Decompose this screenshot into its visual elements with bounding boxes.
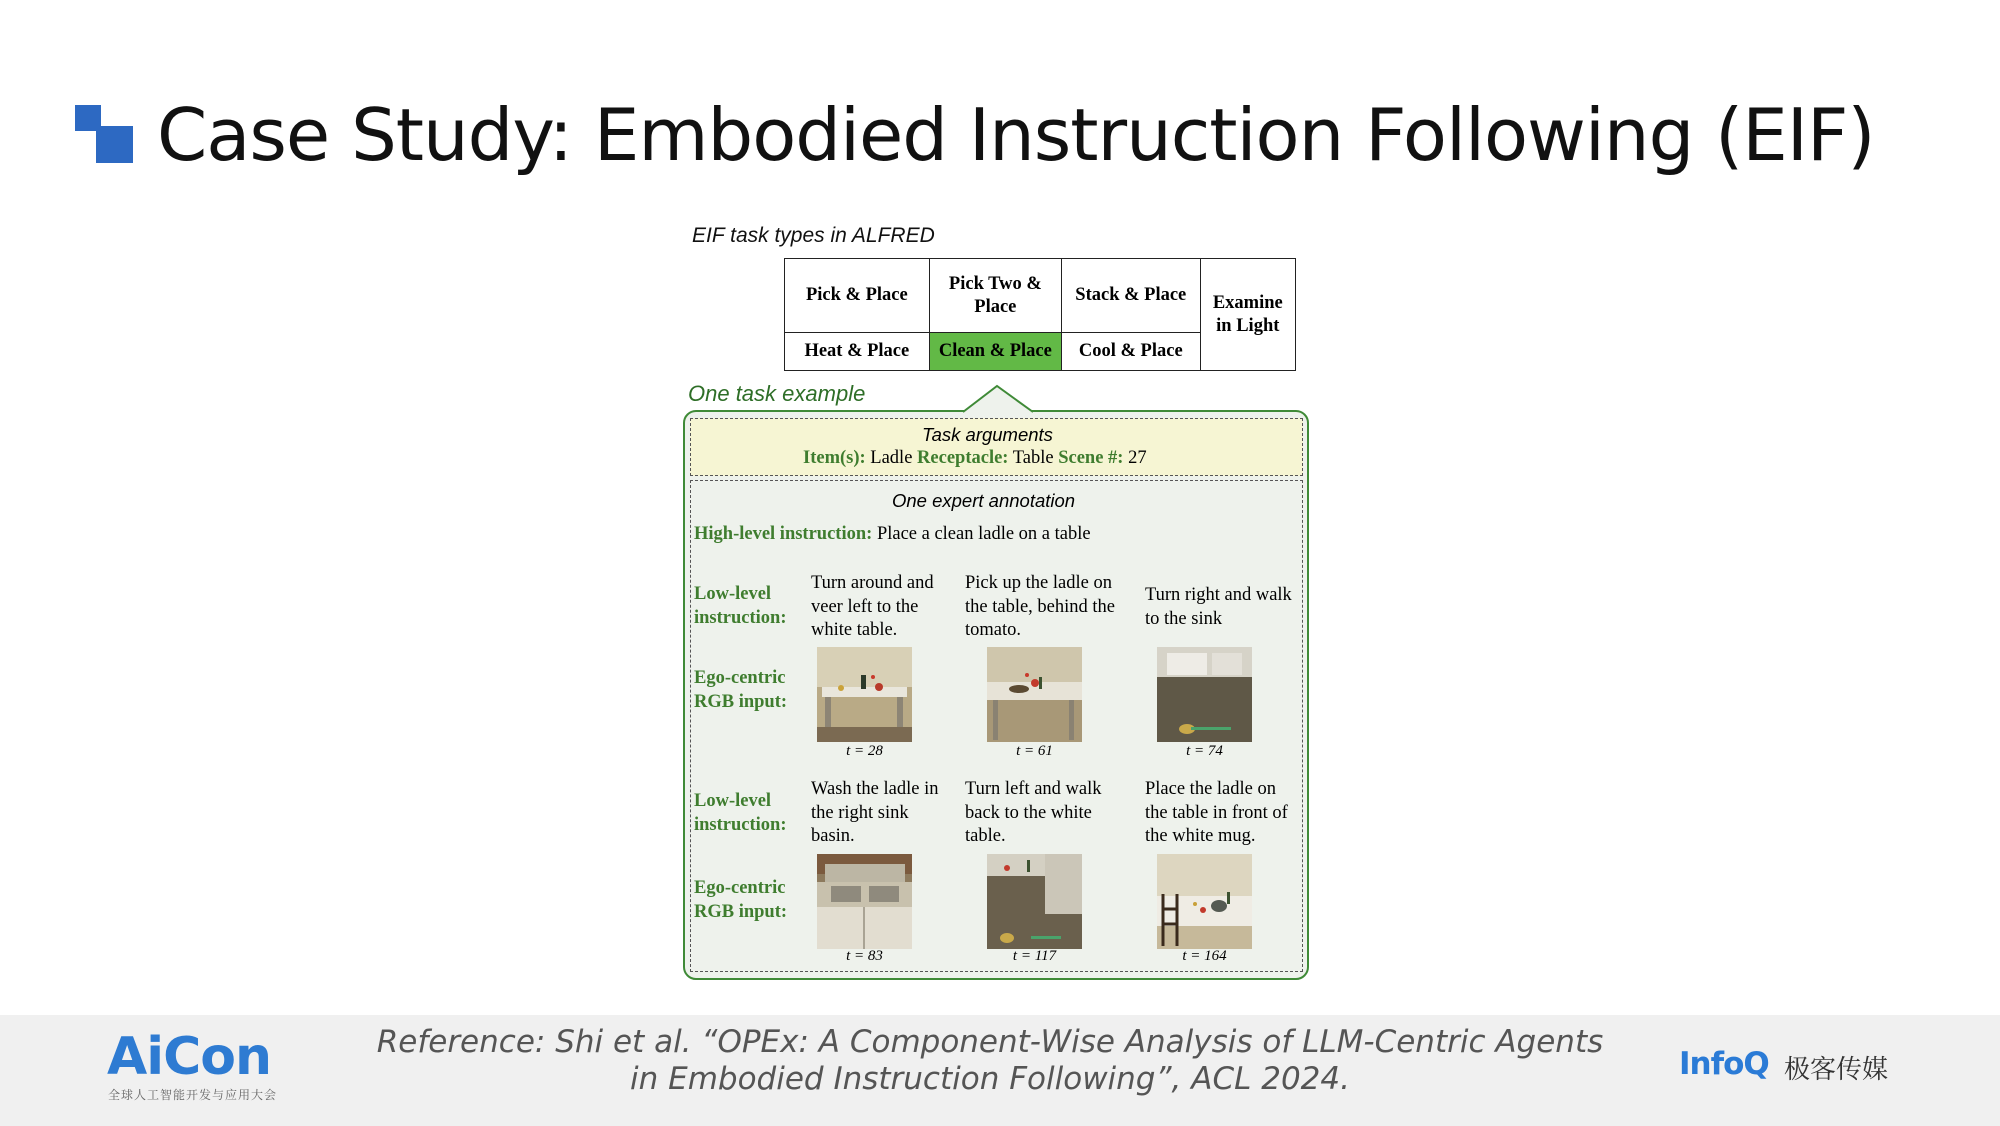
scene-value: 27: [1128, 448, 1147, 468]
title-logo-square-large: [96, 126, 133, 163]
task-type-cell-tall: Examine in Light: [1200, 259, 1295, 371]
ego-frame-t164: [1157, 854, 1252, 949]
frame-time-t61: t = 61: [1016, 743, 1053, 759]
reference-citation: [300, 1024, 1680, 1098]
ego-frame-t74: [1157, 647, 1252, 742]
task-type-cell: Stack & Place: [1062, 259, 1201, 333]
ego-label-row1: Ego-centric RGB input:: [694, 668, 788, 712]
low-level-step-1: Turn around and veer left to the white table.: [811, 573, 934, 640]
low-level-step-4: Wash the ladle in the right sink basin.: [811, 779, 939, 846]
ego-frame-t61: [987, 647, 1082, 742]
annotation-heading: One expert annotation: [892, 490, 1076, 511]
task-type-cell: Heat & Place: [785, 333, 930, 371]
example-caption: One task example: [688, 381, 866, 406]
task-type-cell: Pick Two & Place: [929, 259, 1061, 333]
task-type-cell: Pick & Place: [785, 259, 930, 333]
task-type-cell: Cool & Place: [1062, 333, 1201, 371]
reference-line-2: in Embodied Instruction Following”, ACL 2024.: [630, 1061, 1350, 1097]
task-types-table: [784, 258, 1296, 371]
geekbang-logo-text: 极客传媒: [1784, 1055, 1889, 1085]
slide-title: Case Study: Embodied Instruction Following (EIF): [157, 93, 1875, 177]
task-arguments-heading: Task arguments: [922, 424, 1053, 445]
low-level-step-3: Turn right and walk to the sink: [1145, 585, 1292, 629]
ego-label-row2: Ego-centric RGB input:: [694, 878, 788, 922]
callout-pointer: [963, 384, 1033, 414]
table-caption: EIF task types in ALFRED: [692, 224, 935, 247]
high-level-instruction: [694, 523, 1091, 547]
ego-frame-t28: [817, 647, 912, 742]
receptacle-value: Table: [1012, 448, 1054, 468]
frame-time-t83: t = 83: [846, 948, 883, 964]
low-level-label-row2: Low-level instruction:: [694, 791, 787, 835]
high-level-label: High-level instruction:: [694, 524, 873, 544]
frame-time-t74: t = 74: [1186, 743, 1223, 759]
frame-time-t117: t = 117: [1012, 948, 1057, 964]
ego-frame-t117: [987, 854, 1082, 949]
high-level-value: Place a clean ladle on a table: [876, 524, 1091, 544]
reference-line-1: Reference: Shi et al. “OPEx: A Component-Wise Analysis of LLM-Centric Agents: [376, 1024, 1604, 1060]
scene-label: Scene #:: [1058, 448, 1124, 468]
aicon-subtitle: 全球人工智能开发与应用大会: [108, 1088, 278, 1102]
ego-frame-t83: [817, 854, 912, 949]
frame-time-t164: t = 164: [1182, 948, 1227, 964]
aicon-logo: AiCon: [107, 1027, 271, 1087]
frame-time-t28: t = 28: [846, 743, 883, 759]
items-label: Item(s):: [803, 448, 866, 468]
low-level-step-6: Place the ladle on the table in front of the white mug.: [1145, 779, 1288, 846]
receptacle-label: Receptacle:: [917, 448, 1009, 468]
infoq-logo: InfoQ: [1679, 1046, 1769, 1082]
items-value: Ladle: [870, 448, 913, 468]
task-type-cell-highlighted: Clean & Place: [929, 333, 1061, 371]
low-level-step-2: Pick up the ladle on the table, behind the tomato.: [965, 573, 1116, 640]
task-arguments-line: [803, 447, 1147, 471]
low-level-step-5: Turn left and walk back to the white table.: [965, 779, 1102, 846]
low-level-label-row1: Low-level instruction:: [694, 584, 787, 628]
